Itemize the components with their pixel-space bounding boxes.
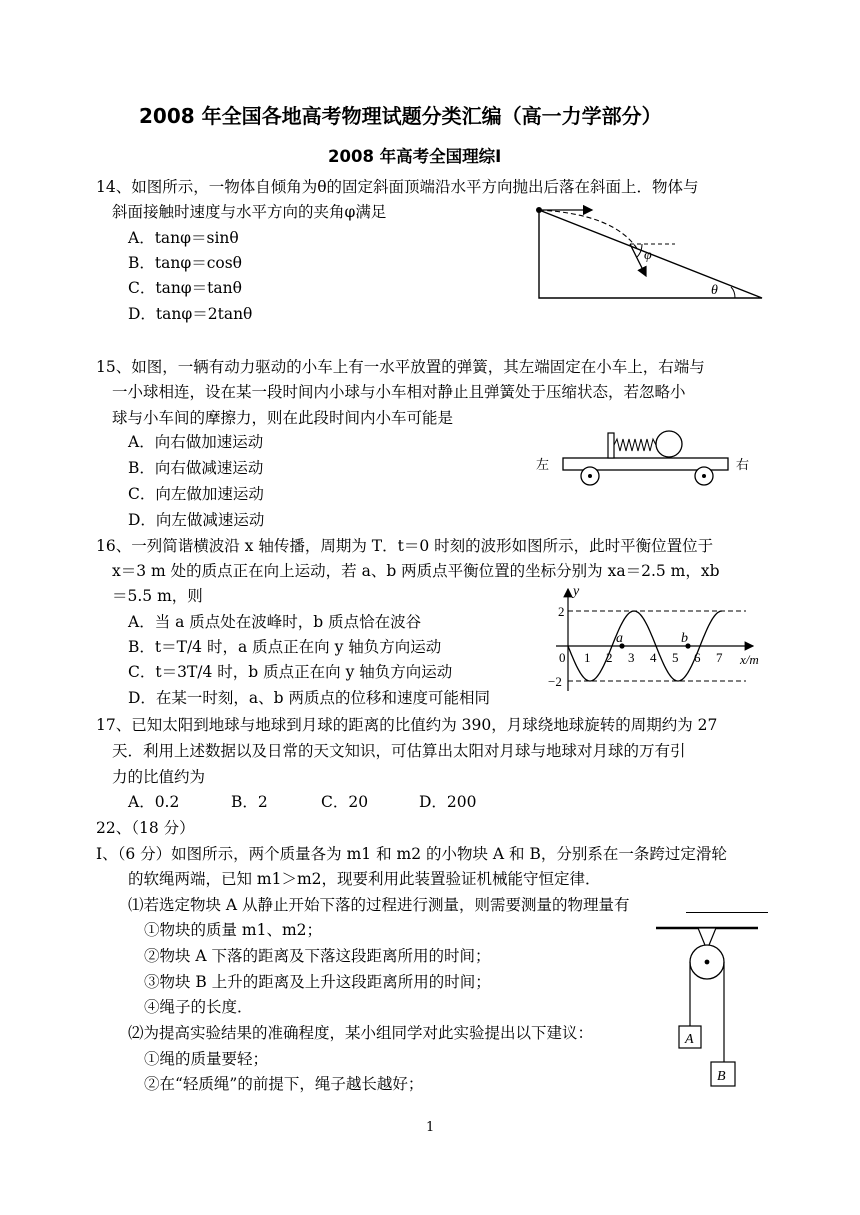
x-tick-7: 7 — [716, 650, 723, 665]
answer-blank[interactable] — [686, 912, 768, 913]
q17-line-2: 天．利用上述数据以及日常的天文知识，可估算出太阳对月球与地球对月球的万有引 — [112, 742, 686, 760]
q16-line-2: x＝3 m 处的质点正在向上运动，若 a、b 两质点平衡位置的坐标分别为 xa＝2.5 m，xb — [112, 562, 720, 580]
q14-option-a: A．tanφ＝sinθ — [128, 229, 239, 247]
q15-option-b: B．向右做减速运动 — [128, 459, 264, 477]
x-tick-0: 0 — [559, 650, 566, 665]
q14-option-b: B．tanφ＝cosθ — [128, 254, 242, 272]
q14-line-2: 斜面接触时速度与水平方向的夹角φ满足 — [112, 203, 387, 221]
q22-part-1: ⑴若选定物块 A 从静止开始下落的过程进行测量，则需要测量的物理量有 — [128, 896, 630, 914]
q16-option-a: A．当 a 质点处在波峰时，b 质点恰在波谷 — [128, 613, 422, 631]
cart-figure — [530, 428, 760, 490]
q17-option-d: D．200 — [419, 793, 477, 811]
q22-p1-item-2: ②物块 A 下落的距离及下落这段距离所用的时间； — [144, 947, 491, 965]
point-b-label: b — [681, 631, 688, 646]
q16-option-c: C．t＝3T/4 时，b 质点正在向 y 轴负方向运动 — [128, 663, 453, 681]
y-tick-2: 2 — [558, 604, 565, 619]
q16-line-3: ＝5.5 m，则 — [112, 587, 203, 605]
q15-line-2: 一小球相连，设在某一段时间内小球与小车相对静止且弹簧处于压缩状态，若忽略小 — [112, 383, 686, 401]
q16-option-b: B．t＝T/4 时，a 质点正在向 y 轴负方向运动 — [128, 638, 442, 656]
q14-option-d: D．tanφ＝2tanθ — [128, 305, 253, 323]
q17-option-c: C．20 — [321, 793, 369, 811]
phi-label: φ — [644, 248, 652, 263]
q22-p1-item-1: ①物块的质量 m1、m2； — [144, 921, 323, 939]
page-title: 2008 年全国各地高考物理试题分类汇编（高一力学部分） — [139, 104, 662, 128]
block-b-label: B — [717, 1069, 726, 1084]
q17-line-1: 17、已知太阳到地球与地球到月球的距离的比值约为 390，月球绕地球旋转的周期约为 27 — [96, 716, 718, 734]
q14-option-c: C．tanφ＝tanθ — [128, 279, 242, 297]
x-tick-3: 3 — [628, 650, 635, 665]
q15-option-a: A．向右做加速运动 — [128, 433, 264, 451]
x-tick-5: 5 — [672, 650, 679, 665]
section-subtitle: 2008 年高考全国理综Ⅰ — [328, 147, 502, 166]
q15-line-3: 球与小车间的摩擦力，则在此段时间内小车可能是 — [112, 409, 454, 427]
q14-line-1: 14、如图所示，一物体自倾角为θ的固定斜面顶端沿水平方向抛出后落在斜面上．物体与 — [96, 178, 699, 196]
q22-header: 22、（18 分） — [96, 819, 195, 837]
incline-figure — [530, 200, 770, 304]
q22-p1-item-4: ④绳子的长度． — [144, 998, 253, 1016]
x-tick-1: 1 — [584, 650, 591, 665]
point-a-label: a — [616, 631, 623, 646]
q22-line-2: 的软绳两端，已知 m1＞m2，现要利用此装置验证机械能守恒定律． — [128, 870, 601, 888]
q22-part-2: ⑵为提高实验结果的准确程度，某小组同学对此实验提出以下建议： — [128, 1024, 594, 1042]
theta-label: θ — [711, 283, 718, 298]
x-tick-2: 2 — [606, 650, 613, 665]
x-tick-6: 6 — [694, 650, 701, 665]
q15-option-c: C．向左做加速运动 — [128, 485, 264, 503]
left-label: 左 — [536, 457, 550, 472]
q22-line-1: Ⅰ、（6 分）如图所示，两个质量各为 m1 和 m2 的小物块 A 和 B，分别系在一条跨过定滑轮 — [96, 845, 727, 863]
q22-p2-item-1: ①绳的质量要轻； — [144, 1050, 269, 1068]
q22-p1-item-3: ③物块 B 上升的距离及上升这段距离所用的时间； — [144, 973, 491, 991]
q15-option-d: D．向左做减速运动 — [128, 511, 265, 529]
block-a-label: A — [685, 1032, 694, 1047]
wave-figure — [548, 583, 778, 695]
x-tick-4: 4 — [650, 650, 657, 665]
q16-option-d: D．在某一时刻，a、b 两质点的位移和速度可能相同 — [128, 689, 491, 707]
right-label: 右 — [736, 457, 750, 472]
q17-line-3: 力的比值约为 — [112, 768, 206, 786]
q22-p2-item-2: ②在“轻质绳”的前提下，绳子越长越好； — [144, 1075, 424, 1093]
q16-line-1: 16、一列简谐横波沿 x 轴传播，周期为 T．t＝0 时刻的波形如图所示，此时平衡位置位于 — [96, 537, 714, 555]
q17-option-b: B．2 — [231, 793, 268, 811]
page-number: 1 — [426, 1120, 435, 1135]
x-axis-label: x/m — [740, 652, 759, 667]
y-tick-neg2: −2 — [548, 674, 562, 689]
q15-line-1: 15、如图，一辆有动力驱动的小车上有一水平放置的弹簧，其左端固定在小车上，右端与 — [96, 358, 705, 376]
y-axis-label: y — [573, 584, 580, 599]
q17-option-a: A．0.2 — [128, 793, 180, 811]
pulley-figure — [652, 924, 762, 1092]
